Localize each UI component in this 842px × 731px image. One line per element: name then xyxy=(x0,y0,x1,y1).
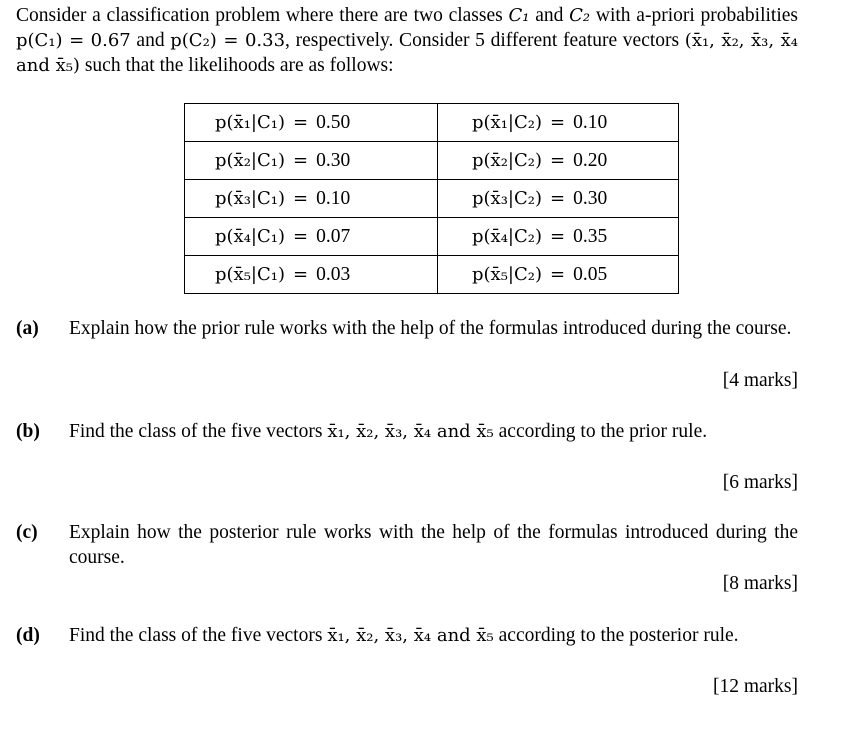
question-text: Explain how the prior rule works with the help of the formulas introduced during the course. xyxy=(69,318,792,339)
likelihood-value: 0.10 xyxy=(573,112,608,133)
likelihood-value: 0.50 xyxy=(316,112,351,133)
likelihood-row xyxy=(185,218,679,256)
marks-c: [8 marks] xyxy=(722,573,798,594)
likelihood-value: 0.30 xyxy=(316,150,351,171)
question-label: (a) xyxy=(16,318,39,339)
equals-sign: = xyxy=(550,150,566,171)
likelihood-value: 0.10 xyxy=(316,188,351,209)
equals-sign: = xyxy=(293,112,309,133)
likelihood-value: 0.30 xyxy=(573,188,608,209)
question-label: (c) xyxy=(16,522,38,543)
problem-statement: Consider a classification problem where there are two classes C₁ and C₂ with a-priori probabilities p(C₁) = 0.67 and p(C₂) = 0.33, respectively. Consider 5 different feature vectors (x̄₁, x̄₂, x̄₃, x̄₄ and x̄₅) such that the likelihoods are as follows: xyxy=(16,5,799,76)
likelihood-table xyxy=(184,103,679,294)
likelihood-cell-right xyxy=(438,218,679,256)
equals-sign: = xyxy=(550,226,566,247)
likelihood-expression: p(x̄₄|C₂) xyxy=(472,226,542,247)
prior-c1: p(C₁) = 0.67 xyxy=(16,30,131,51)
likelihood-cell-right xyxy=(438,104,679,142)
equals-sign: = xyxy=(293,150,309,171)
likelihood-row xyxy=(185,104,679,142)
class-c1: C₁ xyxy=(508,5,530,26)
question-label: (d) xyxy=(16,625,40,646)
marks-d: [12 marks] xyxy=(712,676,798,697)
likelihood-value: 0.07 xyxy=(316,226,351,247)
likelihood-value: 0.20 xyxy=(573,150,608,171)
likelihood-value: 0.03 xyxy=(316,264,351,285)
question-text: Find the class of the five vectors x̄₁, x̄₂, x̄₃, x̄₄ and x̄₅ according to the prior rule. xyxy=(69,421,708,442)
prior-c2: p(C₂) = 0.33 xyxy=(170,30,286,51)
marks-b: [6 marks] xyxy=(722,472,798,493)
likelihood-value: 0.05 xyxy=(573,264,608,285)
question-text: Explain how the posterior rule works with the help of the formulas introduced during the course. xyxy=(69,522,798,568)
likelihood-expression: p(x̄₂|C₂) xyxy=(472,150,542,171)
likelihood-expression: p(x̄₁|C₁) xyxy=(215,112,285,133)
likelihood-value: 0.35 xyxy=(573,226,608,247)
likelihood-expression: p(x̄₅|C₁) xyxy=(215,264,285,285)
likelihood-row xyxy=(185,180,679,218)
equals-sign: = xyxy=(293,226,309,247)
likelihood-expression: p(x̄₂|C₁) xyxy=(215,150,285,171)
likelihood-cell-right xyxy=(438,142,679,180)
likelihood-expression: p(x̄₃|C₂) xyxy=(472,188,542,209)
likelihood-cell-right xyxy=(438,256,679,294)
likelihood-cell-right xyxy=(438,180,679,218)
equals-sign: = xyxy=(293,264,309,285)
likelihood-expression: p(x̄₅|C₂) xyxy=(472,264,542,285)
equals-sign: = xyxy=(550,188,566,209)
likelihood-expression: p(x̄₄|C₁) xyxy=(215,226,285,247)
equals-sign: = xyxy=(550,264,566,285)
class-c2: C₂ xyxy=(569,5,591,26)
likelihood-expression: p(x̄₃|C₁) xyxy=(215,188,285,209)
likelihood-cell-left xyxy=(185,142,438,180)
likelihood-cell-left xyxy=(185,104,438,142)
equals-sign: = xyxy=(550,112,566,133)
likelihood-expression: p(x̄₁|C₂) xyxy=(472,112,542,133)
marks-a: [4 marks] xyxy=(722,370,798,391)
likelihood-row xyxy=(185,142,679,180)
likelihood-row xyxy=(185,256,679,294)
likelihood-cell-left xyxy=(185,256,438,294)
question-text: Find the class of the five vectors x̄₁, x̄₂, x̄₃, x̄₄ and x̄₅ according to the posterior rule. xyxy=(69,625,739,646)
equals-sign: = xyxy=(293,188,309,209)
feature-vectors: (x̄₁, x̄₂, x̄₃, x̄₄ and x̄₅) xyxy=(16,30,799,76)
likelihood-cell-left xyxy=(185,218,438,256)
likelihood-cell-left xyxy=(185,180,438,218)
question-label: (b) xyxy=(16,421,40,442)
